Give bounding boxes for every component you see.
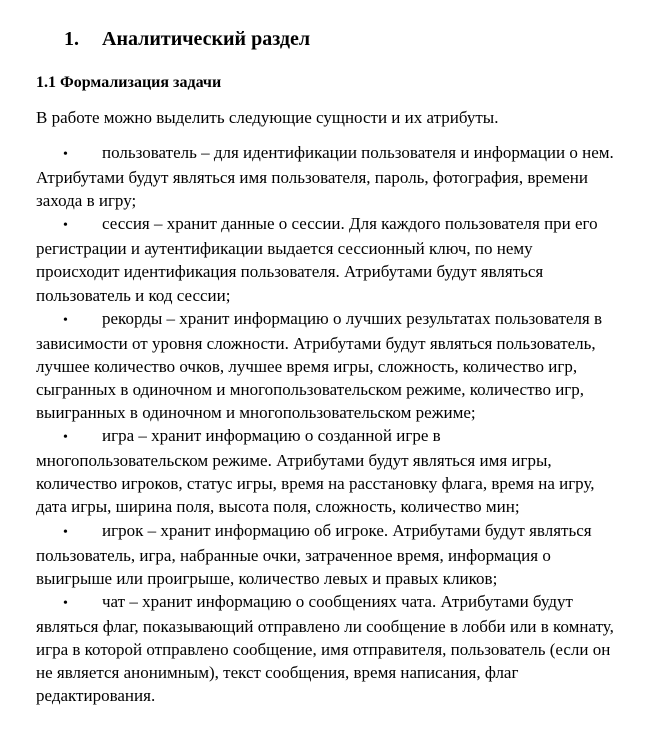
entity-list — [36, 141, 616, 707]
list-item-text: рекорды – хранит информацию о лучших результатах пользователя в зависимости от уровня сложности. Атрибутами будут являться пользователь, лучшее количество очков, лучшее время игры, сложность, количество игр, сыгранных в одиночном и многопользовательском режиме, количество игр, выигранных в одиночном и многопользовательском режиме; — [36, 308, 603, 423]
chapter-title: Аналитический раздел — [102, 28, 311, 50]
bullet-icon: • — [63, 147, 68, 162]
list-item-text: сессия – хранит данные о сессии. Для каждого пользователя при его регистрации и аутентификации выдается сессионный ключ, по нему происходит идентификация пользователя. Атрибутами будут являться пользователь и код сессии; — [36, 214, 598, 305]
list-item — [36, 590, 616, 707]
chapter-number: 1. — [64, 28, 79, 50]
list-item — [36, 141, 616, 212]
list-item-text: чат – хранит информацию о сообщениях чата. Атрибутами будут являться флаг, показывающий отправлено ли сообщение в лобби или в комнату, игра в которой отправлено сообщение, имя отправителя, пользователь (если он не является анонимным), текст сообщения, время написания, флаг редактирования. — [36, 591, 614, 706]
list-item-text: пользователь – для идентификации пользователя и информации о нем. Атрибутами будут являться имя пользователя, пароль, фотография, времени захода в игру; — [36, 143, 614, 211]
bullet-icon: • — [63, 524, 68, 540]
bullet-icon: • — [63, 218, 68, 234]
list-item — [36, 424, 616, 518]
bullet-icon: • — [63, 430, 68, 446]
list-item-text: игра – хранит информацию о созданной игре в многопользовательском режиме. Атрибутами будут являться имя игры, количество игроков, статус игры, время на расстановку флага, время на игру, дата игры, ширина поля, высота поля, сложность, количество мин; — [36, 426, 595, 517]
bullet-icon: • — [63, 312, 68, 328]
intro-paragraph: В работе можно выделить следующие сущности и их атрибуты. — [36, 108, 499, 127]
list-item-text: игрок – хранит информацию об игроке. Атрибутами будут являться пользователь, игра, набранные очки, затраченное время, информация о выигрыше или проигрыше, количество левых и правых кликов; — [36, 520, 592, 588]
list-item — [36, 519, 616, 590]
list-item — [36, 307, 616, 424]
chapter-heading — [64, 26, 310, 52]
section-heading: 1.1 Формализация задачи — [36, 74, 222, 91]
list-item — [36, 212, 616, 306]
bullet-icon: • — [63, 595, 68, 611]
